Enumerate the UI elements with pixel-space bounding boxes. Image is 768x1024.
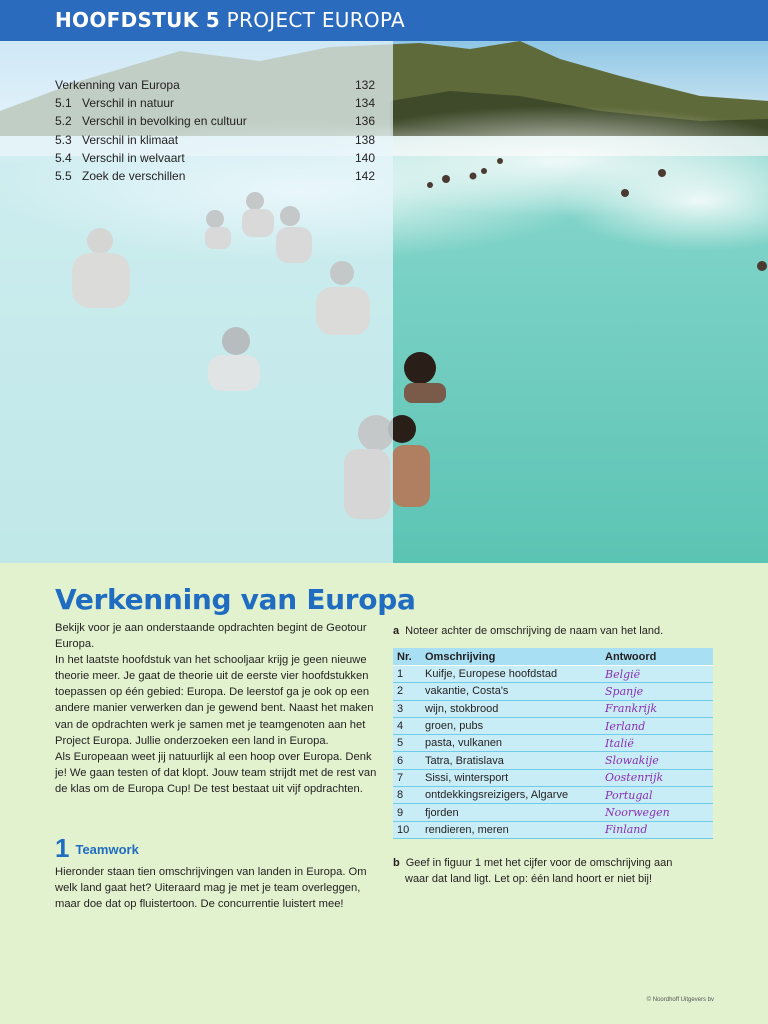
cell-description: vakantie, Costa's xyxy=(421,683,601,700)
cell-answer: Slowakije xyxy=(601,752,713,769)
table-header-row xyxy=(393,648,713,666)
toc-entry xyxy=(55,131,375,149)
toc-entry xyxy=(55,167,375,185)
table-row xyxy=(393,683,713,700)
cell-nr: 8 xyxy=(393,787,421,804)
table-of-contents xyxy=(55,76,375,185)
table-row xyxy=(393,735,713,752)
cell-answer: Oostenrijk xyxy=(601,769,713,786)
copyright: © Noordhoff Uitgevers bv xyxy=(646,997,714,1003)
intro-text xyxy=(55,620,380,797)
intro-paragraph: In het laatste hoofdstuk van het schooljaar krijg je geen nieuwe theorie meer. Je gaat de theorie uit de eerste vier hoofdstukken toepassen op één gebied: Europa. De leerstof ga je ook op een andere manier verwerken dan je gewend bent. Naast het maken van de opdrachten werk je samen met je teamgenoten aan het Project Europa. Jullie onderzoeken een land in Europa. xyxy=(55,654,374,747)
toc-entry xyxy=(55,112,375,130)
toc-number: 5.5 xyxy=(55,168,72,183)
cell-answer: Spanje xyxy=(601,683,713,700)
toc-page-number: 138 xyxy=(354,132,375,147)
cell-description: wijn, stokbrood xyxy=(421,700,601,717)
question-a xyxy=(393,623,723,639)
chapter-heading xyxy=(55,8,405,32)
toc-entry xyxy=(55,94,375,112)
toc-page-number: 134 xyxy=(354,96,375,111)
cell-answer: Noorwegen xyxy=(601,804,713,821)
toc-title: Verschil in bevolking en cultuur xyxy=(82,114,247,129)
cell-nr: 5 xyxy=(393,735,421,752)
cell-nr: 1 xyxy=(393,666,421,683)
toc-title: Verschil in klimaat xyxy=(82,132,179,147)
toc-number: 5.4 xyxy=(55,150,72,165)
table-row xyxy=(393,717,713,734)
cell-description: rendieren, meren xyxy=(421,821,601,838)
question-b-line2: waar dat land ligt. Let op: één land hoort er niet bij! xyxy=(405,873,653,885)
cell-nr: 7 xyxy=(393,769,421,786)
question-b xyxy=(393,855,723,887)
task-body: Hieronder staan tien omschrijvingen van landen in Europa. Om welk land gaat het? Uiteraard mag je met je team overleggen, maar doe dat op fluistertoon. De concurrentie luistert mee! xyxy=(55,866,367,911)
cell-description: Sissi, wintersport xyxy=(421,769,601,786)
cell-nr: 10 xyxy=(393,821,421,838)
question-a-letter: a xyxy=(393,625,400,637)
intro-paragraph: Als Europeaan weet jij natuurlijk al een hoop over Europa. Denk je! We gaan testen of dat klopt. Jouw team strijdt met de rest van de klas om de Europa Cup! De test bestaat uit vijf opdrachten. xyxy=(55,750,377,795)
col-header-answer: Antwoord xyxy=(601,648,713,666)
cell-nr: 2 xyxy=(393,683,421,700)
cell-description: Tatra, Bratislava xyxy=(421,752,601,769)
cell-answer: Portugal xyxy=(601,787,713,804)
hot-spring-photo xyxy=(0,41,768,563)
cell-answer: Finland xyxy=(601,821,713,838)
toc-page-number: 136 xyxy=(354,114,375,129)
intro-paragraph: Bekijk voor je aan onderstaande opdrachten begint de Geotour Europa. xyxy=(55,622,367,651)
toc-title: Verschil in natuur xyxy=(82,96,175,111)
cell-description: groen, pubs xyxy=(421,717,601,734)
table-row xyxy=(393,821,713,838)
cell-answer: Italië xyxy=(601,735,713,752)
cell-nr: 6 xyxy=(393,752,421,769)
toc-page-number: 142 xyxy=(354,168,375,183)
table-row xyxy=(393,700,713,717)
table-row xyxy=(393,769,713,786)
chapter-header-bar xyxy=(0,0,768,41)
toc-title: Verschil in welvaart xyxy=(82,150,185,165)
task-number: 1 xyxy=(55,833,70,863)
table-row xyxy=(393,787,713,804)
toc-title: Verkenning van Europa xyxy=(55,78,180,92)
task-block xyxy=(55,833,375,912)
table-row xyxy=(393,752,713,769)
toc-number: 5.1 xyxy=(55,96,72,111)
table-row xyxy=(393,666,713,683)
chapter-label: HOOFDSTUK 5 xyxy=(55,8,220,32)
toc-number: 5.3 xyxy=(55,132,72,147)
chapter-title: PROJECT EUROPA xyxy=(226,8,406,32)
cell-nr: 3 xyxy=(393,700,421,717)
cell-nr: 9 xyxy=(393,804,421,821)
cell-answer: België xyxy=(601,666,713,683)
toc-number: 5.2 xyxy=(55,114,72,129)
question-a-text: Noteer achter de omschrijving de naam van het land. xyxy=(405,625,664,637)
col-header-description: Omschrijving xyxy=(421,648,601,666)
toc-page-number: 140 xyxy=(354,150,375,165)
toc-title: Zoek de verschillen xyxy=(82,168,186,183)
section-title: Verkenning van Europa xyxy=(55,583,416,616)
cell-description: ontdekkingsreizigers, Algarve xyxy=(421,787,601,804)
cell-answer: Ierland xyxy=(601,717,713,734)
cell-description: pasta, vulkanen xyxy=(421,735,601,752)
toc-entry xyxy=(55,76,375,94)
countries-table xyxy=(393,648,713,839)
cell-answer: Frankrijk xyxy=(601,700,713,717)
task-title: Teamwork xyxy=(75,842,139,857)
toc-entry xyxy=(55,149,375,167)
cell-description: Kuifje, Europese hoofdstad xyxy=(421,666,601,683)
cell-description: fjorden xyxy=(421,804,601,821)
cell-nr: 4 xyxy=(393,717,421,734)
question-b-line1: Geef in figuur 1 met het cijfer voor de omschrijving aan xyxy=(405,857,673,869)
table-row xyxy=(393,804,713,821)
question-b-letter: b xyxy=(393,857,400,869)
toc-page-number: 132 xyxy=(354,78,375,92)
task-heading xyxy=(55,833,375,864)
col-header-nr: Nr. xyxy=(393,648,421,666)
